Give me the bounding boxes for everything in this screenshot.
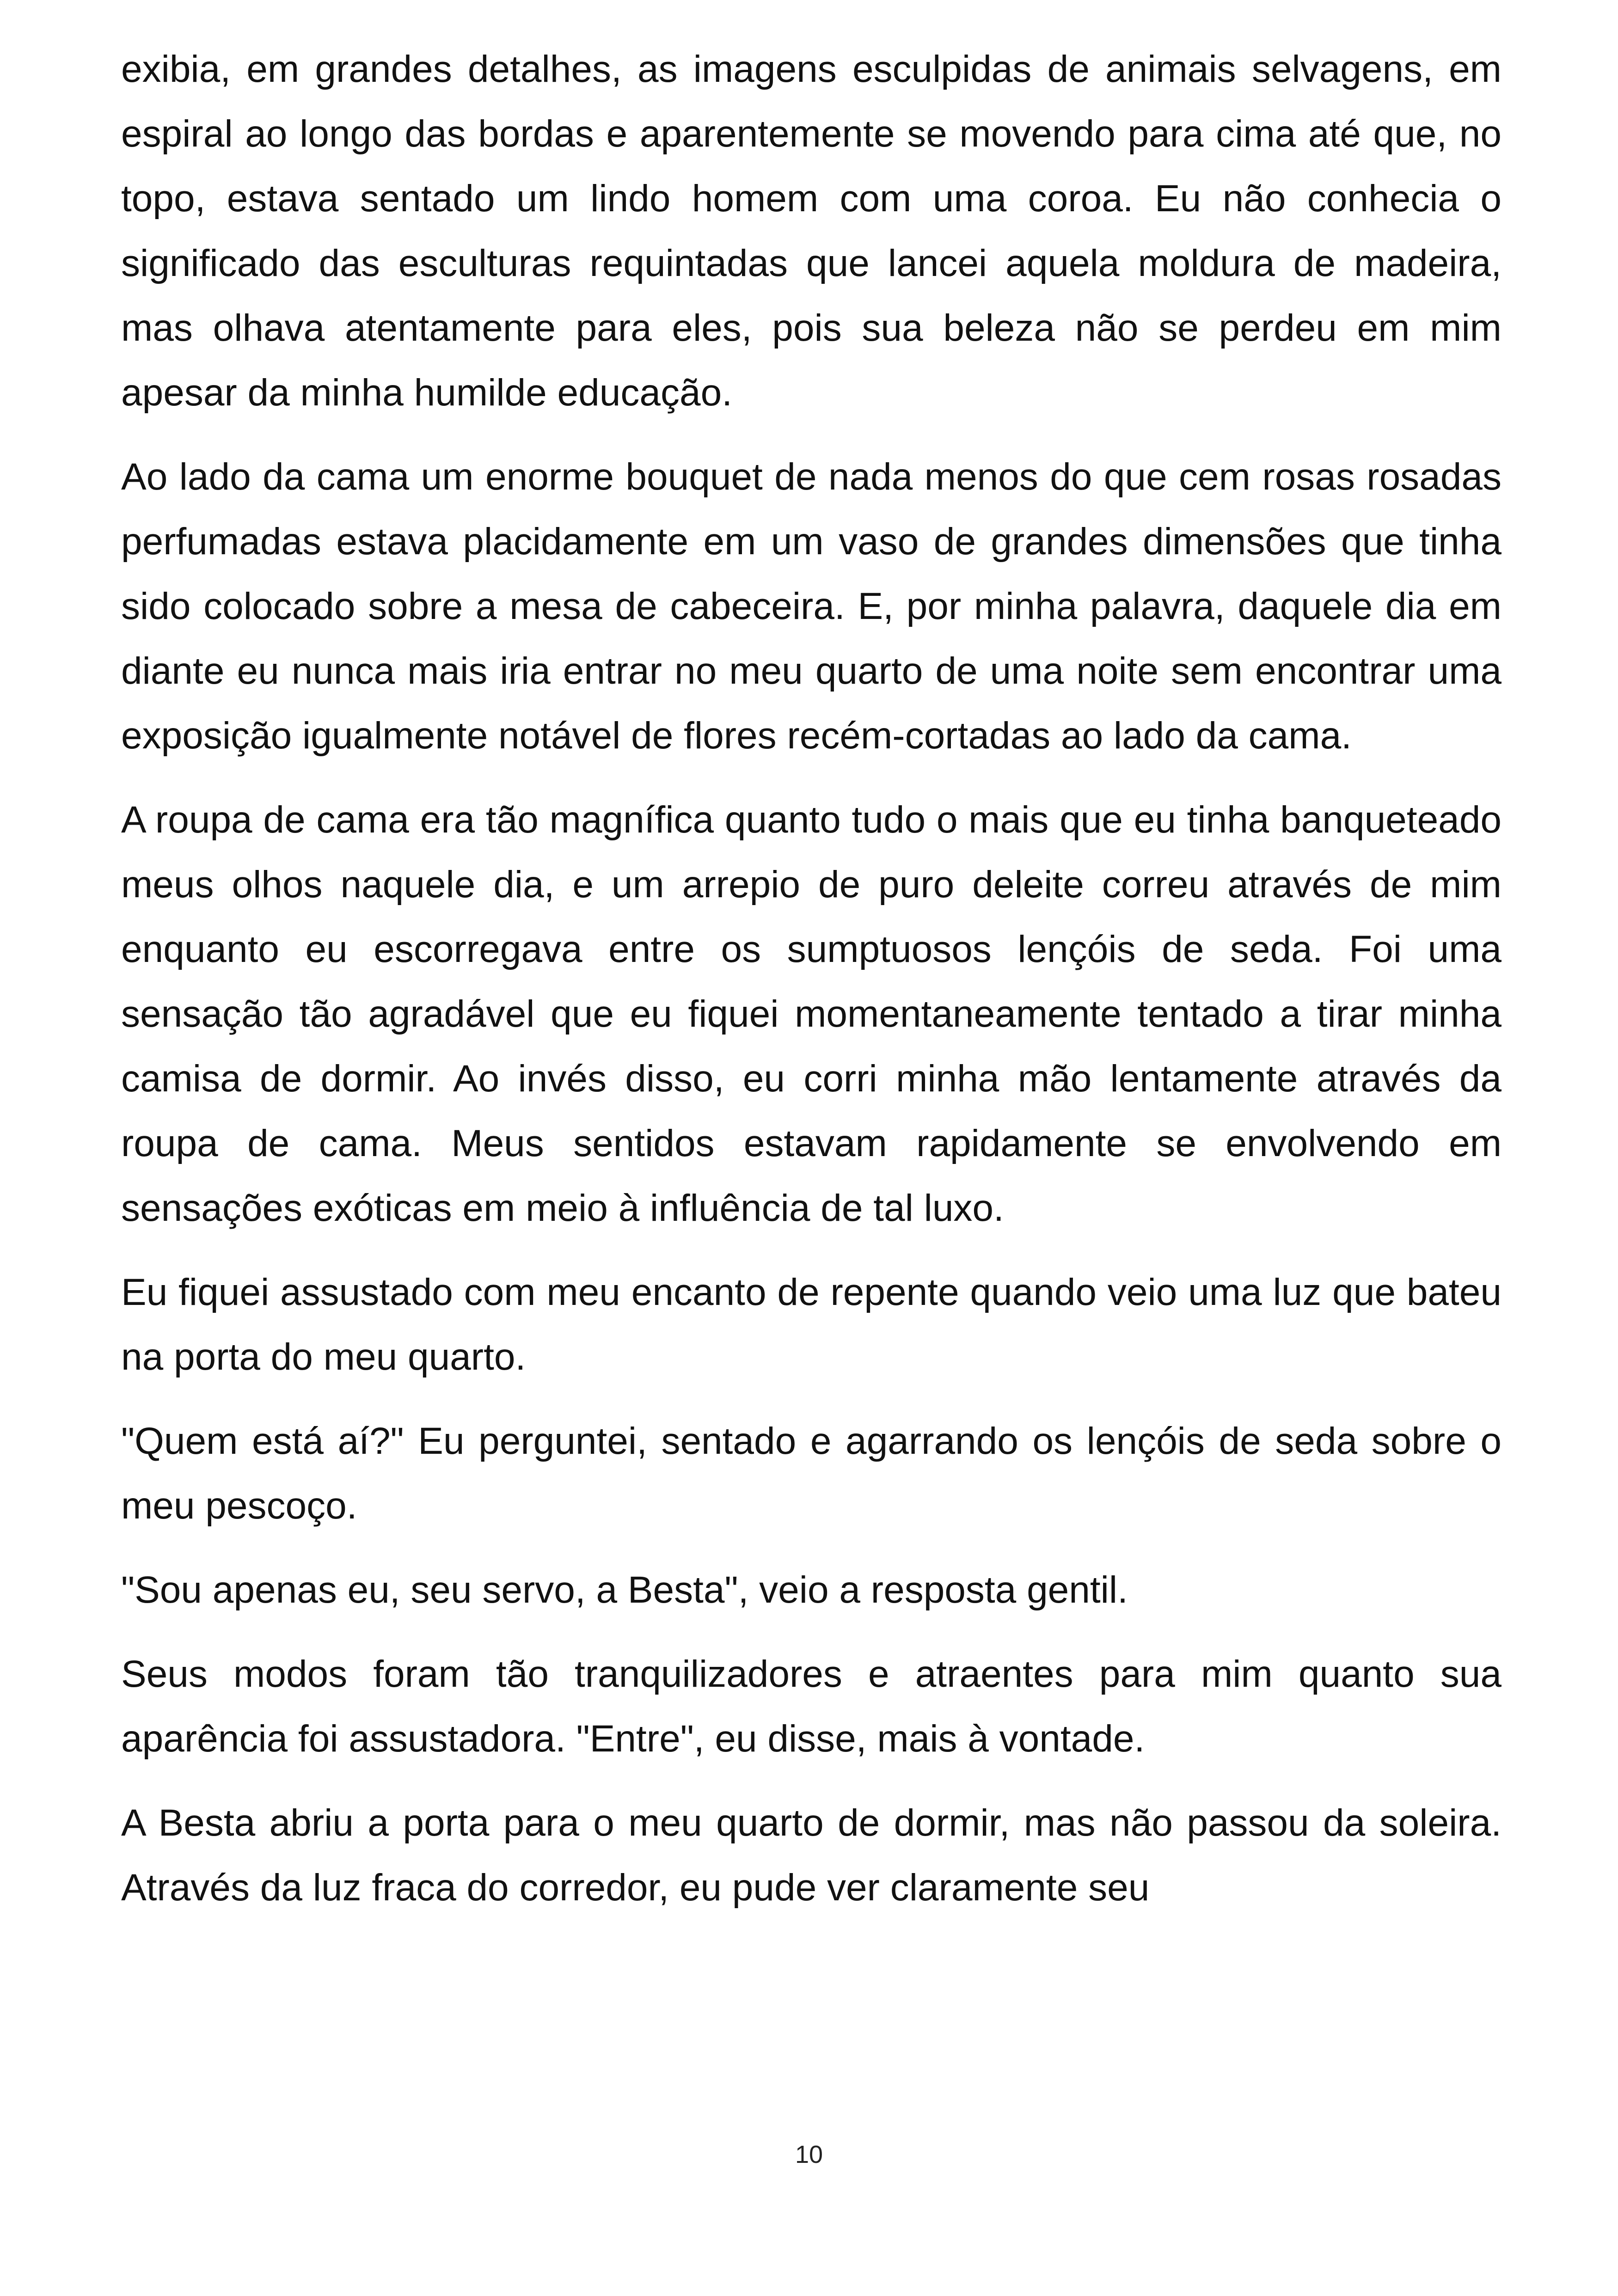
page-body	[121, 37, 1502, 1940]
paragraph-6: "Sou apenas eu, seu servo, a Besta", veio a resposta gentil.	[121, 1569, 1128, 1611]
paragraph-1: exibia, em grandes detalhes, as imagens esculpidas de animais selvagens, em espiral ao longo das bordas e aparentemente se movendo para cima até que, no topo, estava sentado um lindo homem com uma coroa. Eu não conhecia o significado das esculturas requintadas que lancei aquela moldura de madeira, mas olhava atentamente para eles, pois sua beleza não se perdeu em mim apesar da minha humilde educação.	[121, 48, 1502, 414]
paragraph-5: "Quem está aí?" Eu perguntei, sentado e agarrando os lençóis de seda sobre o meu pescoço.	[121, 1420, 1502, 1527]
paragraph-3: A roupa de cama era tão magnífica quanto tudo o mais que eu tinha banqueteado meus olhos naquele dia, e um arrepio de puro deleite correu através de mim enquanto eu escorregava entre os sumptuosos lençóis de seda. Foi uma sensação tão agradável que eu fiquei momentaneamente tentado a tirar minha camisa de dormir. Ao invés disso, eu corri minha mão lentamente através da roupa de cama. Meus sentidos estavam rapidamente se envolvendo em sensações exóticas em meio à influência de tal luxo.	[121, 799, 1502, 1229]
paragraph-2: Ao lado da cama um enorme bouquet de nada menos do que cem rosas rosadas perfumadas estava placidamente em um vaso de grandes dimensões que tinha sido colocado sobre a mesa de cabeceira. E, por minha palavra, daquele dia em diante eu nunca mais iria entrar no meu quarto de uma noite sem encontrar uma exposição igualmente notável de flores recém-cortadas ao lado da cama.	[121, 456, 1502, 757]
page-number: 10	[795, 2141, 823, 2168]
paragraph-8: A Besta abriu a porta para o meu quarto de dormir, mas não passou da soleira. Através da luz fraca do corredor, eu pude ver claramente seu	[121, 1802, 1502, 1909]
paragraph-7: Seus modos foram tão tranquilizadores e atraentes para mim quanto sua aparência foi assustadora. "Entre", eu disse, mais à vontade.	[121, 1653, 1502, 1760]
paragraph-4: Eu fiquei assustado com meu encanto de repente quando veio uma luz que bateu na porta do meu quarto.	[121, 1271, 1502, 1378]
